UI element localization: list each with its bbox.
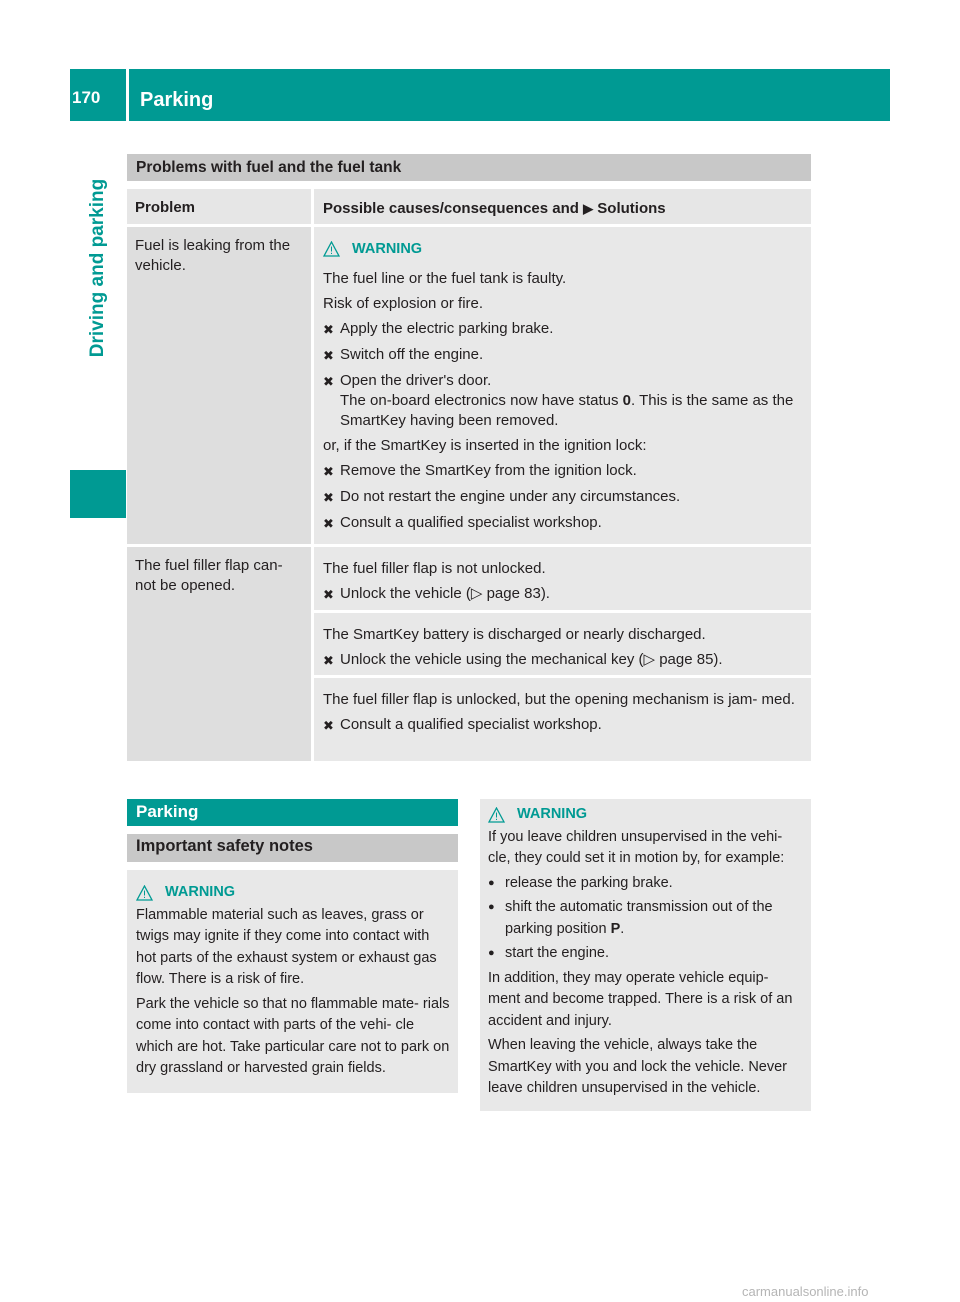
warning-heading: WARNING (488, 804, 804, 826)
chapter-tab-marker (70, 470, 126, 518)
warning-triangle-icon (488, 807, 505, 823)
chapter-side-label: Driving and parking (87, 178, 108, 358)
instruction-step: ✖ Open the driver's door. The on-board electronics now have status 0. This is the same as the SmartKey having been removed. (323, 372, 794, 429)
action-arrow-icon: ▶ (583, 201, 594, 216)
page-link[interactable]: Unlock the vehicle using the mechanical key (▷ page 85). (340, 651, 723, 668)
col-header-solutions: Possible causes/consequences and ▶ Solutions (314, 189, 811, 224)
warning-heading: WARNING (136, 882, 450, 904)
instruction-step (323, 650, 802, 671)
step-arrow-icon: ✖ (323, 718, 334, 733)
solution-cell: WARNING The fuel line or the fuel tank is faulty. Risk of explosion or fire. ✖ Apply the electric parking brake. ✖ Switch off the engine. ✖ Open the driver's door. The on-board electronics now have status 0. This is the same as the SmartKey having been removed. or, if the SmartKey is inserted in the ignition lock: ✖ Remove the SmartKey from the ignition lock. ✖ Do not restart the engine under any circumstances. ✖ Consult a qualified specialist workshop. (314, 227, 811, 544)
col-header-problem: Problem (127, 189, 311, 224)
solution-cell: The fuel filler flap is unlocked, but the opening mechanism is jam- med. ✖ Consult a qualified specialist workshop. (314, 678, 811, 761)
solution-cell: The SmartKey battery is discharged or nearly discharged. ✖ Unlock the vehicle using the mechanical key (▷ page 85). (314, 613, 811, 675)
list-item: ● shift the automatic transmission out of the parking position P. (488, 897, 804, 940)
instruction-step (323, 584, 802, 605)
parking-section (127, 799, 458, 1093)
list-item: ● release the parking brake. (488, 873, 804, 895)
step-arrow-icon: ✖ (323, 348, 334, 363)
warning-heading: WARNING (323, 239, 802, 259)
page-title: Parking (140, 89, 214, 111)
table-row (127, 547, 811, 761)
warning-box: WARNING Flammable material such as leaves, grass or twigs may ignite if they come into contact with hot parts of the exhaust system or exhaust gas flow. There is a risk of fire. Park the vehicle so that no flammable mate- rials come into contact with parts of the vehi- cle which are hot. Take particular care not to park on dry grassland or harvested grain fields. (127, 870, 458, 1093)
step-arrow-icon: ✖ (323, 374, 334, 389)
header-separator (126, 69, 129, 121)
step-arrow-icon: ✖ (323, 653, 334, 668)
warning-triangle-icon (136, 885, 153, 901)
bullet-icon: ● (488, 947, 495, 959)
step-arrow-icon: ✖ (323, 322, 334, 337)
instruction-step: ✖ Do not restart the engine under any circumstances. (323, 487, 802, 508)
table-title: Problems with fuel and the fuel tank (127, 154, 811, 181)
instruction-step: ✖ Consult a qualified specialist workshop. (323, 513, 802, 534)
children-warning-box: WARNING If you leave children unsupervised in the vehi- cle, they could set it in motion by, for example: ● release the parking brake. ● shift the automatic transmission out of the parking position P. ● start the engine. In addition, they may operate vehicle equip- ment and become trapped. There is a risk of an accident and injury. When leaving the vehicle, always take the SmartKey with you and lock the vehicle. Never leave children unsupervised in the vehicle. (480, 799, 811, 1111)
bullet-icon: ● (488, 876, 495, 889)
instruction-step: ✖ Remove the SmartKey from the ignition lock. (323, 461, 802, 482)
table-header-row (127, 189, 811, 224)
table-row (127, 227, 811, 544)
instruction-step: ✖ Switch off the engine. (323, 345, 802, 366)
warning-triangle-icon (323, 241, 340, 257)
instruction-step: ✖ Consult a qualified specialist workshop. (323, 715, 802, 736)
section-title: Parking (127, 799, 458, 826)
problem-cell: The fuel filler flap can- not be opened. (127, 547, 311, 761)
instruction-step: ✖ Apply the electric parking brake. (323, 319, 802, 340)
watermark: carmanualsonline.info (742, 1284, 869, 1299)
solution-cell: The fuel filler flap is not unlocked. ✖ Unlock the vehicle (▷ page 83). (314, 547, 811, 610)
list-item: ● start the engine. (488, 943, 804, 965)
bullet-icon: ● (488, 901, 495, 913)
step-arrow-icon: ✖ (323, 516, 334, 531)
page-number: 170 (72, 88, 101, 107)
problem-cell: Fuel is leaking from the vehicle. (127, 227, 311, 544)
fuel-problems-table (127, 154, 811, 761)
page-link[interactable]: Unlock the vehicle (▷ page 83). (340, 585, 550, 602)
step-arrow-icon: ✖ (323, 490, 334, 505)
subsection-title: Important safety notes (127, 834, 458, 862)
step-arrow-icon: ✖ (323, 464, 334, 479)
step-arrow-icon: ✖ (323, 587, 334, 602)
